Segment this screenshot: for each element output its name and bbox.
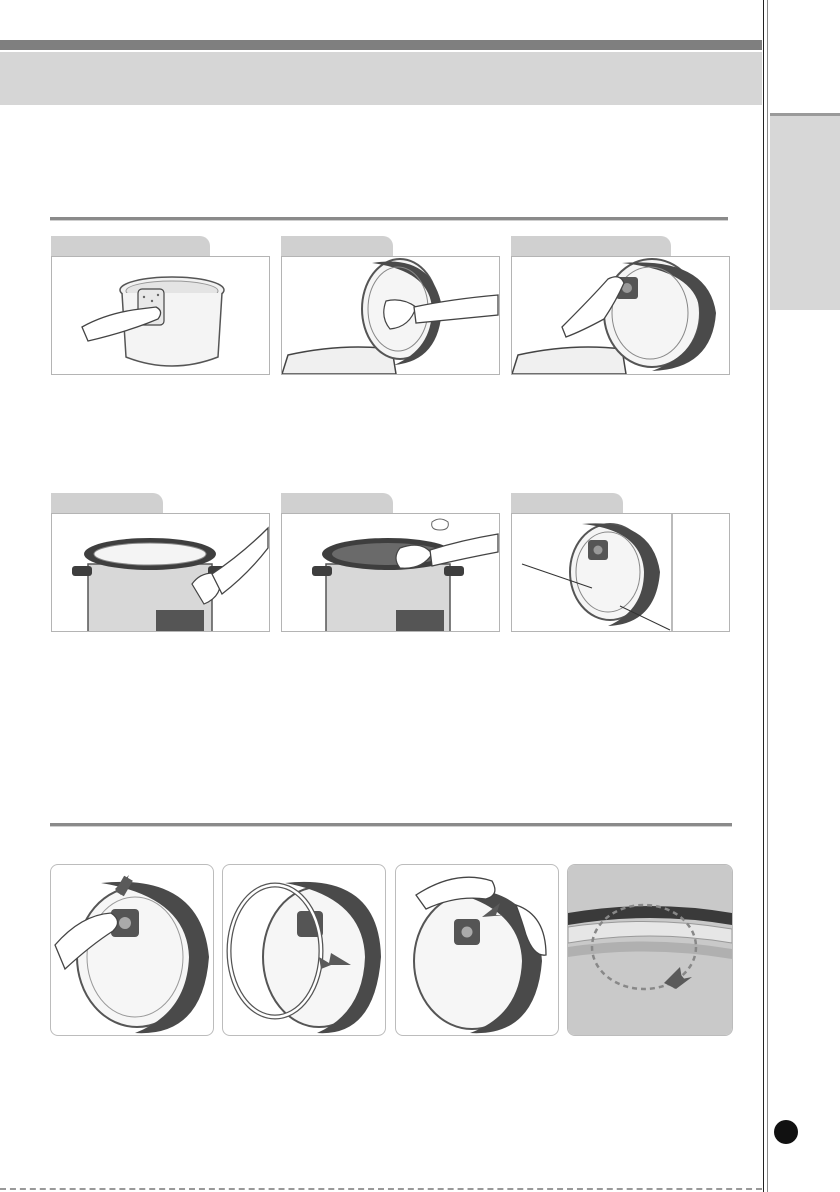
step-6-illustration xyxy=(511,513,730,632)
step-3-tab xyxy=(511,236,671,256)
step-2-illustration xyxy=(281,256,500,375)
step-6-tab xyxy=(511,493,623,513)
step-5-tab xyxy=(281,493,393,513)
step-2-tab xyxy=(281,236,393,256)
step-1-illustration xyxy=(51,256,270,375)
gasket-step-3-illustration xyxy=(395,864,559,1036)
gasket-step-1-illustration xyxy=(50,864,214,1036)
page-title-band xyxy=(0,52,762,105)
page-number-badge xyxy=(774,1120,798,1144)
section-1-rule xyxy=(50,217,728,221)
gasket-step-4-illustration xyxy=(567,864,733,1036)
margin-rule xyxy=(763,0,764,1192)
crop-mark-rule xyxy=(0,1188,762,1190)
section-2-rule xyxy=(50,823,732,827)
step-5-illustration xyxy=(281,513,500,632)
header-top-rule xyxy=(0,40,762,50)
gasket-step-2-illustration xyxy=(222,864,386,1036)
chapter-side-tab xyxy=(770,113,840,310)
step-1-tab xyxy=(51,236,210,256)
step-3-illustration xyxy=(511,256,730,375)
step-4-tab xyxy=(51,493,163,513)
step-4-illustration xyxy=(51,513,270,632)
margin-rule-inner xyxy=(767,0,768,1192)
